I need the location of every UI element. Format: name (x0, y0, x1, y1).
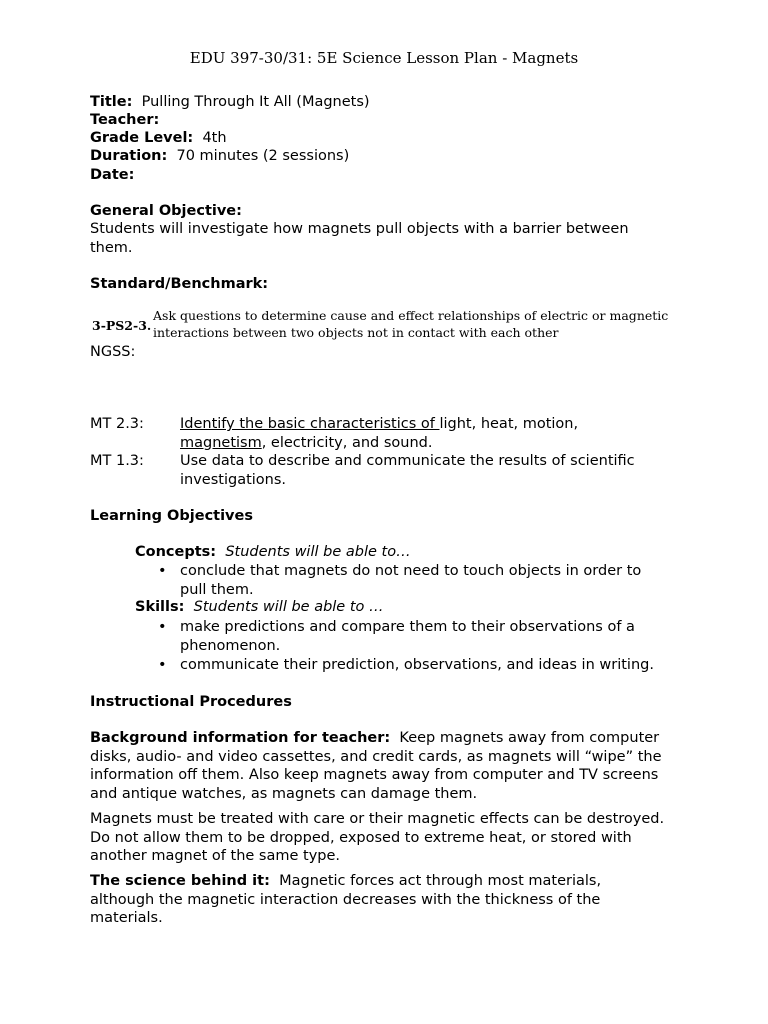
science-label: The science behind it: (90, 873, 270, 889)
learning-objectives-heading: Learning Objectives (90, 508, 253, 524)
standard-heading: Standard/Benchmark: (90, 276, 269, 292)
concepts-label: Concepts: (135, 544, 217, 560)
care-paragraph: Magnets must be treated with care or their magnetic effects can be destroyed. Do not allow them to be dropped, exposed to extreme heat, or stored with another magnet of the same type. (90, 811, 665, 864)
concepts-line (135, 543, 411, 562)
skills-label: Skills: (135, 599, 185, 615)
mt23-magnetism: magnetism (180, 434, 262, 451)
background-label: Background information for teacher: (90, 730, 391, 746)
mt23-label: MT 2.3: (90, 416, 144, 432)
bullet-icon: • (158, 619, 167, 635)
teacher-label: Teacher: (90, 112, 160, 128)
grade-value: 4th (202, 130, 227, 146)
general-objective-heading: General Objective: (90, 203, 242, 219)
science-paragraph (90, 872, 650, 928)
title-value: Pulling Through It All (Magnets) (141, 94, 370, 110)
bullet-icon: • (158, 657, 167, 673)
standard-code-text: Ask questions to determine cause and effect relationships of electric or magnetic interactions between two objects not in contact with each other (153, 308, 669, 340)
bullet-icon: • (158, 563, 167, 579)
concept-bullet-text: conclude that magnets do not need to touch objects in order to pull them. (180, 563, 642, 598)
grade-field (90, 129, 690, 148)
mt23-underlined: Identify the basic characteristics of (180, 416, 440, 432)
background-text: Keep magnets away from computer disks, audio- and video cassettes, and credit cards, as magnets will “wipe” the information off them. Also keep magnets away from computer and TV screens and antique watches, as magnets can damage them. (90, 730, 662, 802)
skill-bullet-text: make predictions and compare them to their observations of a phenomenon. (180, 619, 635, 654)
duration-label: Duration: (90, 148, 168, 164)
duration-field (90, 147, 690, 166)
concepts-intro: Students will be able to… (225, 544, 411, 560)
mt13-text: Use data to describe and communicate the results of scientific investigations. (180, 453, 635, 488)
skills-intro: Students will be able to … (193, 599, 384, 615)
duration-value: 70 minutes (2 sessions) (176, 148, 350, 164)
mt23-text (180, 415, 650, 452)
procedures-heading: Instructional Procedures (90, 694, 292, 710)
document-title: EDU 397-30/31: 5E Science Lesson Plan - Magnets (189, 49, 579, 67)
title-field (90, 93, 690, 112)
skills-line (135, 598, 384, 617)
mt23-rest: light, heat, motion, (439, 416, 579, 432)
background-paragraph (90, 729, 685, 803)
mt23-end: , electricity, and sound. (261, 434, 433, 451)
title-label: Title: (90, 94, 133, 110)
grade-label: Grade Level: (90, 130, 194, 146)
standard-code: 3-PS2-3. (92, 318, 152, 333)
general-objective-text: Students will investigate how magnets pull objects with a barrier between them. (90, 221, 629, 256)
date-label: Date: (90, 167, 135, 183)
science-text: Magnetic forces act through most materials, although the magnetic interaction decreases with the thickness of the materials. (90, 873, 602, 926)
skill-bullet-text: communicate their prediction, observations, and ideas in writing. (180, 657, 654, 673)
mt13-label: MT 1.3: (90, 453, 144, 469)
ngss-label: NGSS: (90, 344, 136, 360)
